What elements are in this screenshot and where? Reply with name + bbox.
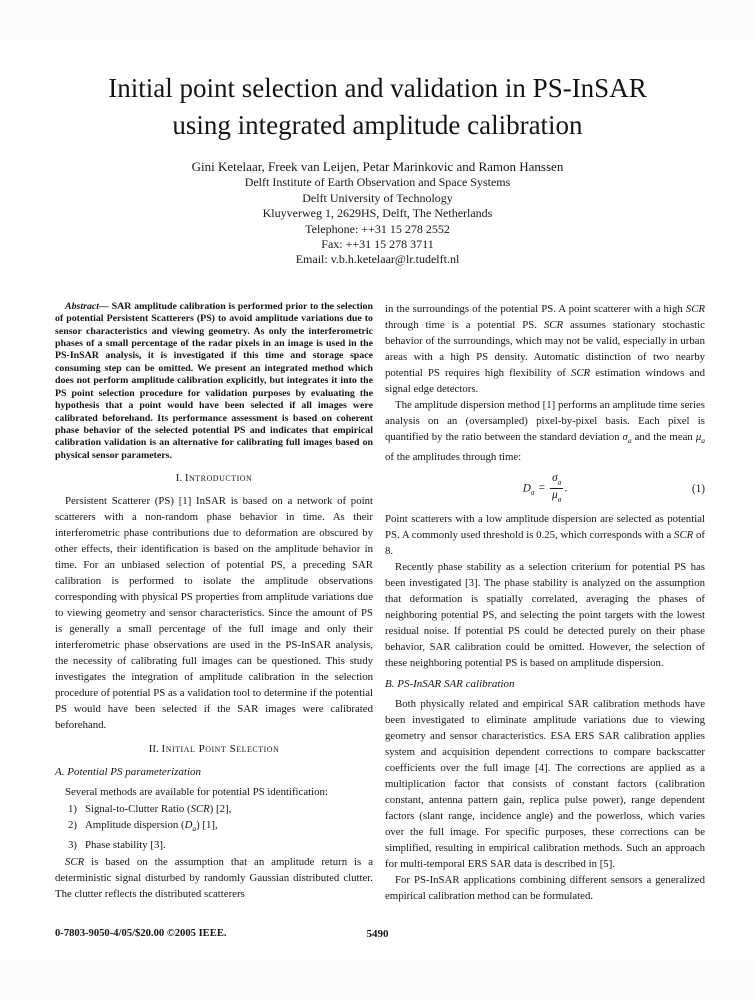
subsection-heading-a: A. Potential PS parameterization xyxy=(55,766,202,779)
page-title xyxy=(0,40,755,144)
two-column-body xyxy=(0,301,755,904)
affiliation-institute: Delft Institute of Earth Observation and Space Systems xyxy=(244,175,511,190)
calibration-paragraph: Both physically related and empirical SAR calibration methods have been investigated to eliminate amplitude variations due to viewing geometry and sensor characteristics. ESA ERS SAR calibration applies system and acquisition dependent corrections to compare backscatter coefficients over the full image [4]. The corrections are applied as a multiplication factor that consists of constant factors (calibration constant, antenna pattern gain, replica pulse power), range dependent factors (slant range, incidence angle) and the powerloss, which varies over the full image. For specific purposes, these corrections can be simplified, resulting in empirical calibration methods. Such an approach for multi-temporal ERS SAR data is described in [5]. xyxy=(385,697,705,870)
affiliation-fax: Fax: ++31 15 278 3711 xyxy=(321,237,434,252)
authors-block xyxy=(0,159,755,268)
section-heading-initial-point-selection xyxy=(55,741,373,757)
title-line-2: using integrated amplitude calibration xyxy=(172,110,583,140)
affiliation-telephone: Telephone: ++31 15 278 2552 xyxy=(305,221,450,236)
footer-copyright: 0-7803-9050-4/05/$20.00 ©2005 IEEE. xyxy=(55,928,227,939)
section-number: II. xyxy=(148,743,159,756)
amplitude-dispersion-paragraph: The amplitude dispersion method [1] performs an amplitude time series analysis on an (oversampled) pixel-by-pixel basis. Each pixel is quantified by the ratio between the standard deviation $\sigma_a$ and the mean $\mu_a$ of the amplitudes through time: xyxy=(385,398,705,463)
abstract-label: Abstract— xyxy=(65,300,109,312)
equation-number: (1) xyxy=(691,482,705,495)
abstract-text: SAR amplitude calibration is performed prior to the selection of potential Persistent Scatterers (PS) to avoid amplitude variations due to sensor characteristics and viewing geometry. As only the interferometric phases of a small percentage of the radar pixels in an image is used in the PS-InSAR analysis, it is investigated if this time and storage space consuming step can be omitted. We present an integrated method which does not perform amplitude calibration explicitly, but integrates it into the PS point selection procedure for validation purposes by evaluating the hypothesis that a point would have been selected if all images were calibrated beforehand. Its performance assessment is based on coherent phase behavior of the selected potential PS and indicates that empirical calibration validation is an alternative for calibrating full images based on physical sensor parameters. xyxy=(55,300,373,461)
section-heading-introduction xyxy=(55,470,373,486)
list-item xyxy=(55,817,373,837)
continuation-paragraph: in the surroundings of the potential PS. A point scatterer with a high SCR through time is a potential PS. SCR assumes stationary stochastic behavior of the surroundings, which may not be valid, especially in urban areas with a high PS density. Automatic distinction of two nearby potential PS requires high flexibility of SCR estimation windows and signal edge detectors. xyxy=(385,302,705,395)
section-title: Initial Point Selection xyxy=(161,743,280,756)
right-column xyxy=(385,301,705,904)
equation-lhs: D xyxy=(522,482,531,495)
list-item-text: Amplitude dispersion $(D_a)$ [1], xyxy=(85,819,218,834)
title-line-1: Initial point selection and validation in PS-InSAR xyxy=(108,73,647,103)
footer-page-number: 5490 xyxy=(366,928,389,940)
author-names: Gini Ketelaar, Freek van Leijen, Petar Marinkovic and Ramon Hanssen xyxy=(191,159,564,174)
final-paragraph: For PS-InSAR applications combining different sensors a generalized empirical calibration method can be formulated. xyxy=(385,873,705,902)
affiliation-email: Email: v.b.h.ketelaar@lr.tudelft.nl xyxy=(295,252,460,267)
list-item xyxy=(55,837,373,853)
left-column xyxy=(55,301,373,904)
methods-list xyxy=(55,801,373,853)
section-number: I. xyxy=(175,472,183,485)
phase-stability-paragraph: Recently phase stability as a selection criterium for potential PS has been investigated [3]. The phase stability is analyzed on the assumption that deformation is spatially correlated, averaging the phases of neighboring potential PS, and selecting the point targets with the lowest residual noise. If potential PS could be detected purely on their phase behavior, SAR calibration could be omitted. However, the selection of these neighboring potential PS is based on amplitude dispersion. xyxy=(385,560,705,669)
methods-intro-paragraph: Several methods are available for potential PS identification: xyxy=(65,786,328,799)
threshold-paragraph: Point scatterers with a low amplitude dispersion are selected as potential PS. A commonly used threshold is 0.25, which corresponds with a SCR of 8. xyxy=(385,512,705,557)
list-item-number: 1) xyxy=(68,803,77,816)
list-item-text: Phase stability [3]. xyxy=(85,839,166,852)
list-item xyxy=(55,801,373,817)
equation-1 xyxy=(385,472,705,506)
section-title: Introduction xyxy=(184,472,253,485)
subsection-heading-b: B. PS-InSAR SAR calibration xyxy=(385,677,515,690)
affiliation-address: Kluyverweg 1, 2629HS, Delft, The Netherlands xyxy=(262,206,493,221)
introduction-paragraph: Persistent Scatterer (PS) [1] InSAR is based on a network of point scatterers with a non-random phase behavior in time. As their interferometric phase contributions due to deformation are obscured by other effects, their identification is based on the amplitude behavior in time. For an unbiased selection of potential PS, a preceding SAR calibration is performed to isolate the amplitude observations corresponding with physical PS properties from amplitude variations due to viewing geometry and sensor characteristics. Since the amount of PS is generally a small percentage of the full image and only their interferometric phase observations are used in the PS-InSAR analysis, the necessity of calibrating full images can be questioned. This study investigates the integration of amplitude calibration in the selection procedure of potential PS as a validation tool to determine if the potential PS would have been selected if the SAR images were calibrated beforehand. xyxy=(55,495,373,732)
fraction xyxy=(550,472,563,506)
fraction-numerator: $\sigma_a$ xyxy=(552,472,562,487)
affiliation-university: Delft University of Technology xyxy=(302,190,453,205)
list-item-text: Signal-to-Clutter Ratio (SCR) [2], xyxy=(85,803,232,816)
list-item-number: 2) xyxy=(68,819,77,832)
list-item-number: 3) xyxy=(68,839,77,852)
abstract-paragraph xyxy=(55,301,373,462)
equation-body: $D_a$ = $\frac{\sigma_a}{\mu_a}$ . xyxy=(522,472,568,504)
scr-assumption-paragraph: SCR is based on the assumption that an amplitude return is a deterministic signal disturbed by randomly Gaussian distributed clutter. The clutter reflects the distributed scatterers xyxy=(55,856,373,901)
paper-page xyxy=(0,40,755,960)
fraction-denominator: $\mu_a$ xyxy=(552,489,562,504)
